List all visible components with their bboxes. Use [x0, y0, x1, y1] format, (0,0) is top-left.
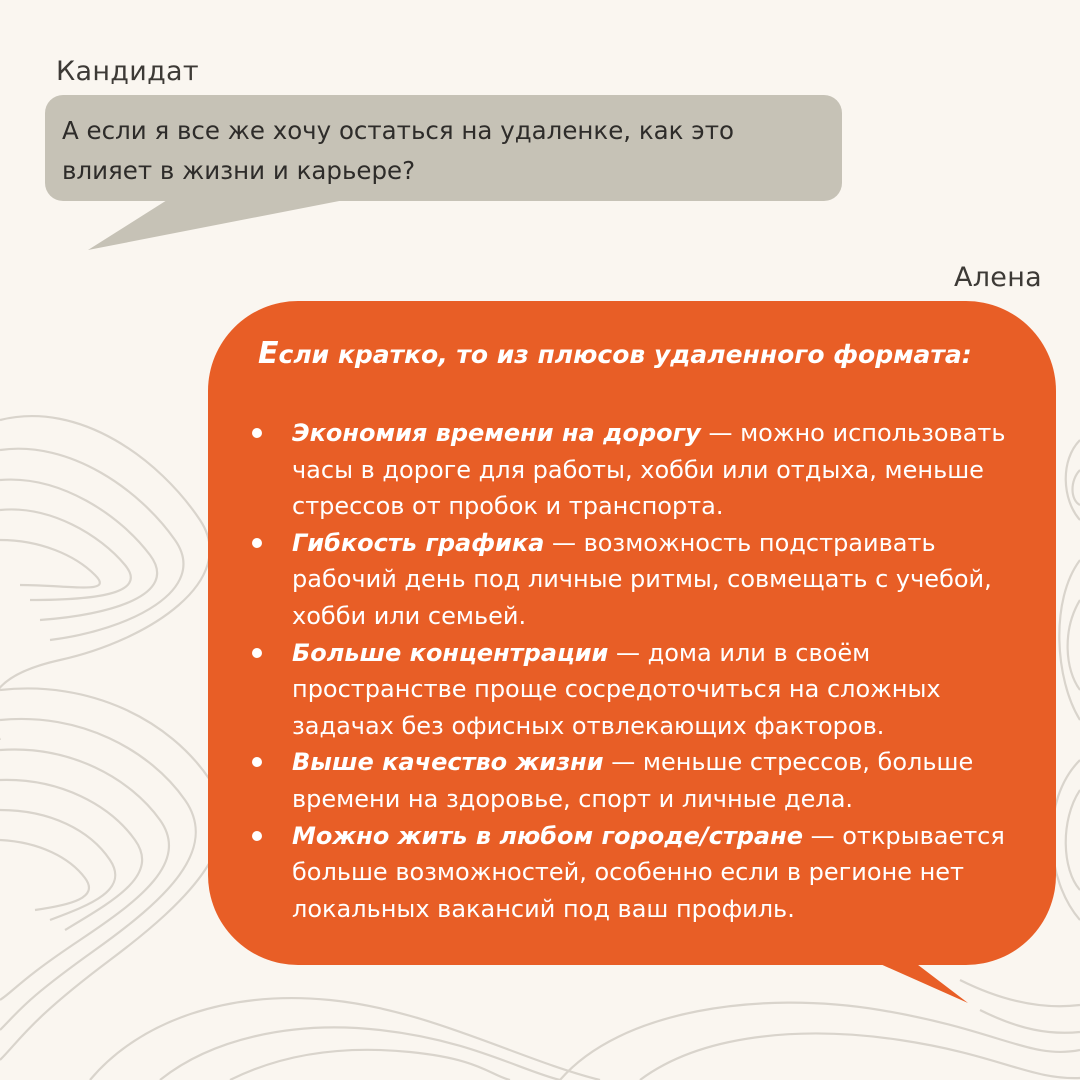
list-item	[252, 525, 1026, 635]
title-initial: Е	[258, 336, 279, 371]
list-item	[252, 818, 1026, 928]
bullet-icon	[252, 757, 262, 767]
benefit-title: Можно жить в любом городе/стране	[292, 821, 803, 850]
candidate-message-text: А если я все же хочу остаться на удаленке, как это влияет в жизни и карьере?	[62, 116, 734, 185]
benefit-text: — дома или в своём пространстве проще сосредоточиться на сложных задачах без офисных отвлекающих факторов.	[292, 638, 941, 740]
list-item	[252, 635, 1026, 745]
alena-message-title	[258, 336, 1026, 371]
benefit-title: Больше концентрации	[292, 638, 609, 667]
list-item	[252, 415, 1026, 525]
list-item	[252, 744, 1026, 817]
benefit-text: — меньше стрессов, больше времени на здоровье, спорт и личные дела.	[292, 748, 974, 813]
benefit-text: — можно использовать часы в дороге для работы, хобби или отдыха, меньше стрессов от пробок и транспорта.	[292, 419, 1006, 521]
title-rest: сли кратко, то из плюсов удаленного формата:	[278, 340, 972, 369]
bullet-icon	[252, 831, 262, 841]
benefit-title: Гибкость графика	[292, 528, 545, 557]
benefit-text: — возможность подстраивать рабочий день под личные ритмы, совмещать с учебой, хобби или семьей.	[292, 528, 992, 630]
benefit-title: Выше качество жизни	[292, 748, 604, 777]
candidate-bubble-tail	[88, 195, 370, 250]
bullet-icon	[252, 648, 262, 658]
benefits-list	[252, 415, 1026, 927]
candidate-name: Кандидат	[56, 56, 199, 87]
bullet-icon	[252, 428, 262, 438]
alena-message-bubble	[208, 301, 1056, 965]
benefit-title: Экономия времени на дорогу	[292, 419, 701, 447]
benefit-text: — открывается больше возможностей, особенно если в регионе нет локальных вакансий под ваш профиль.	[292, 821, 1005, 923]
candidate-message-bubble	[45, 95, 842, 201]
alena-name: Алена	[953, 262, 1042, 293]
bullet-icon	[252, 538, 262, 548]
